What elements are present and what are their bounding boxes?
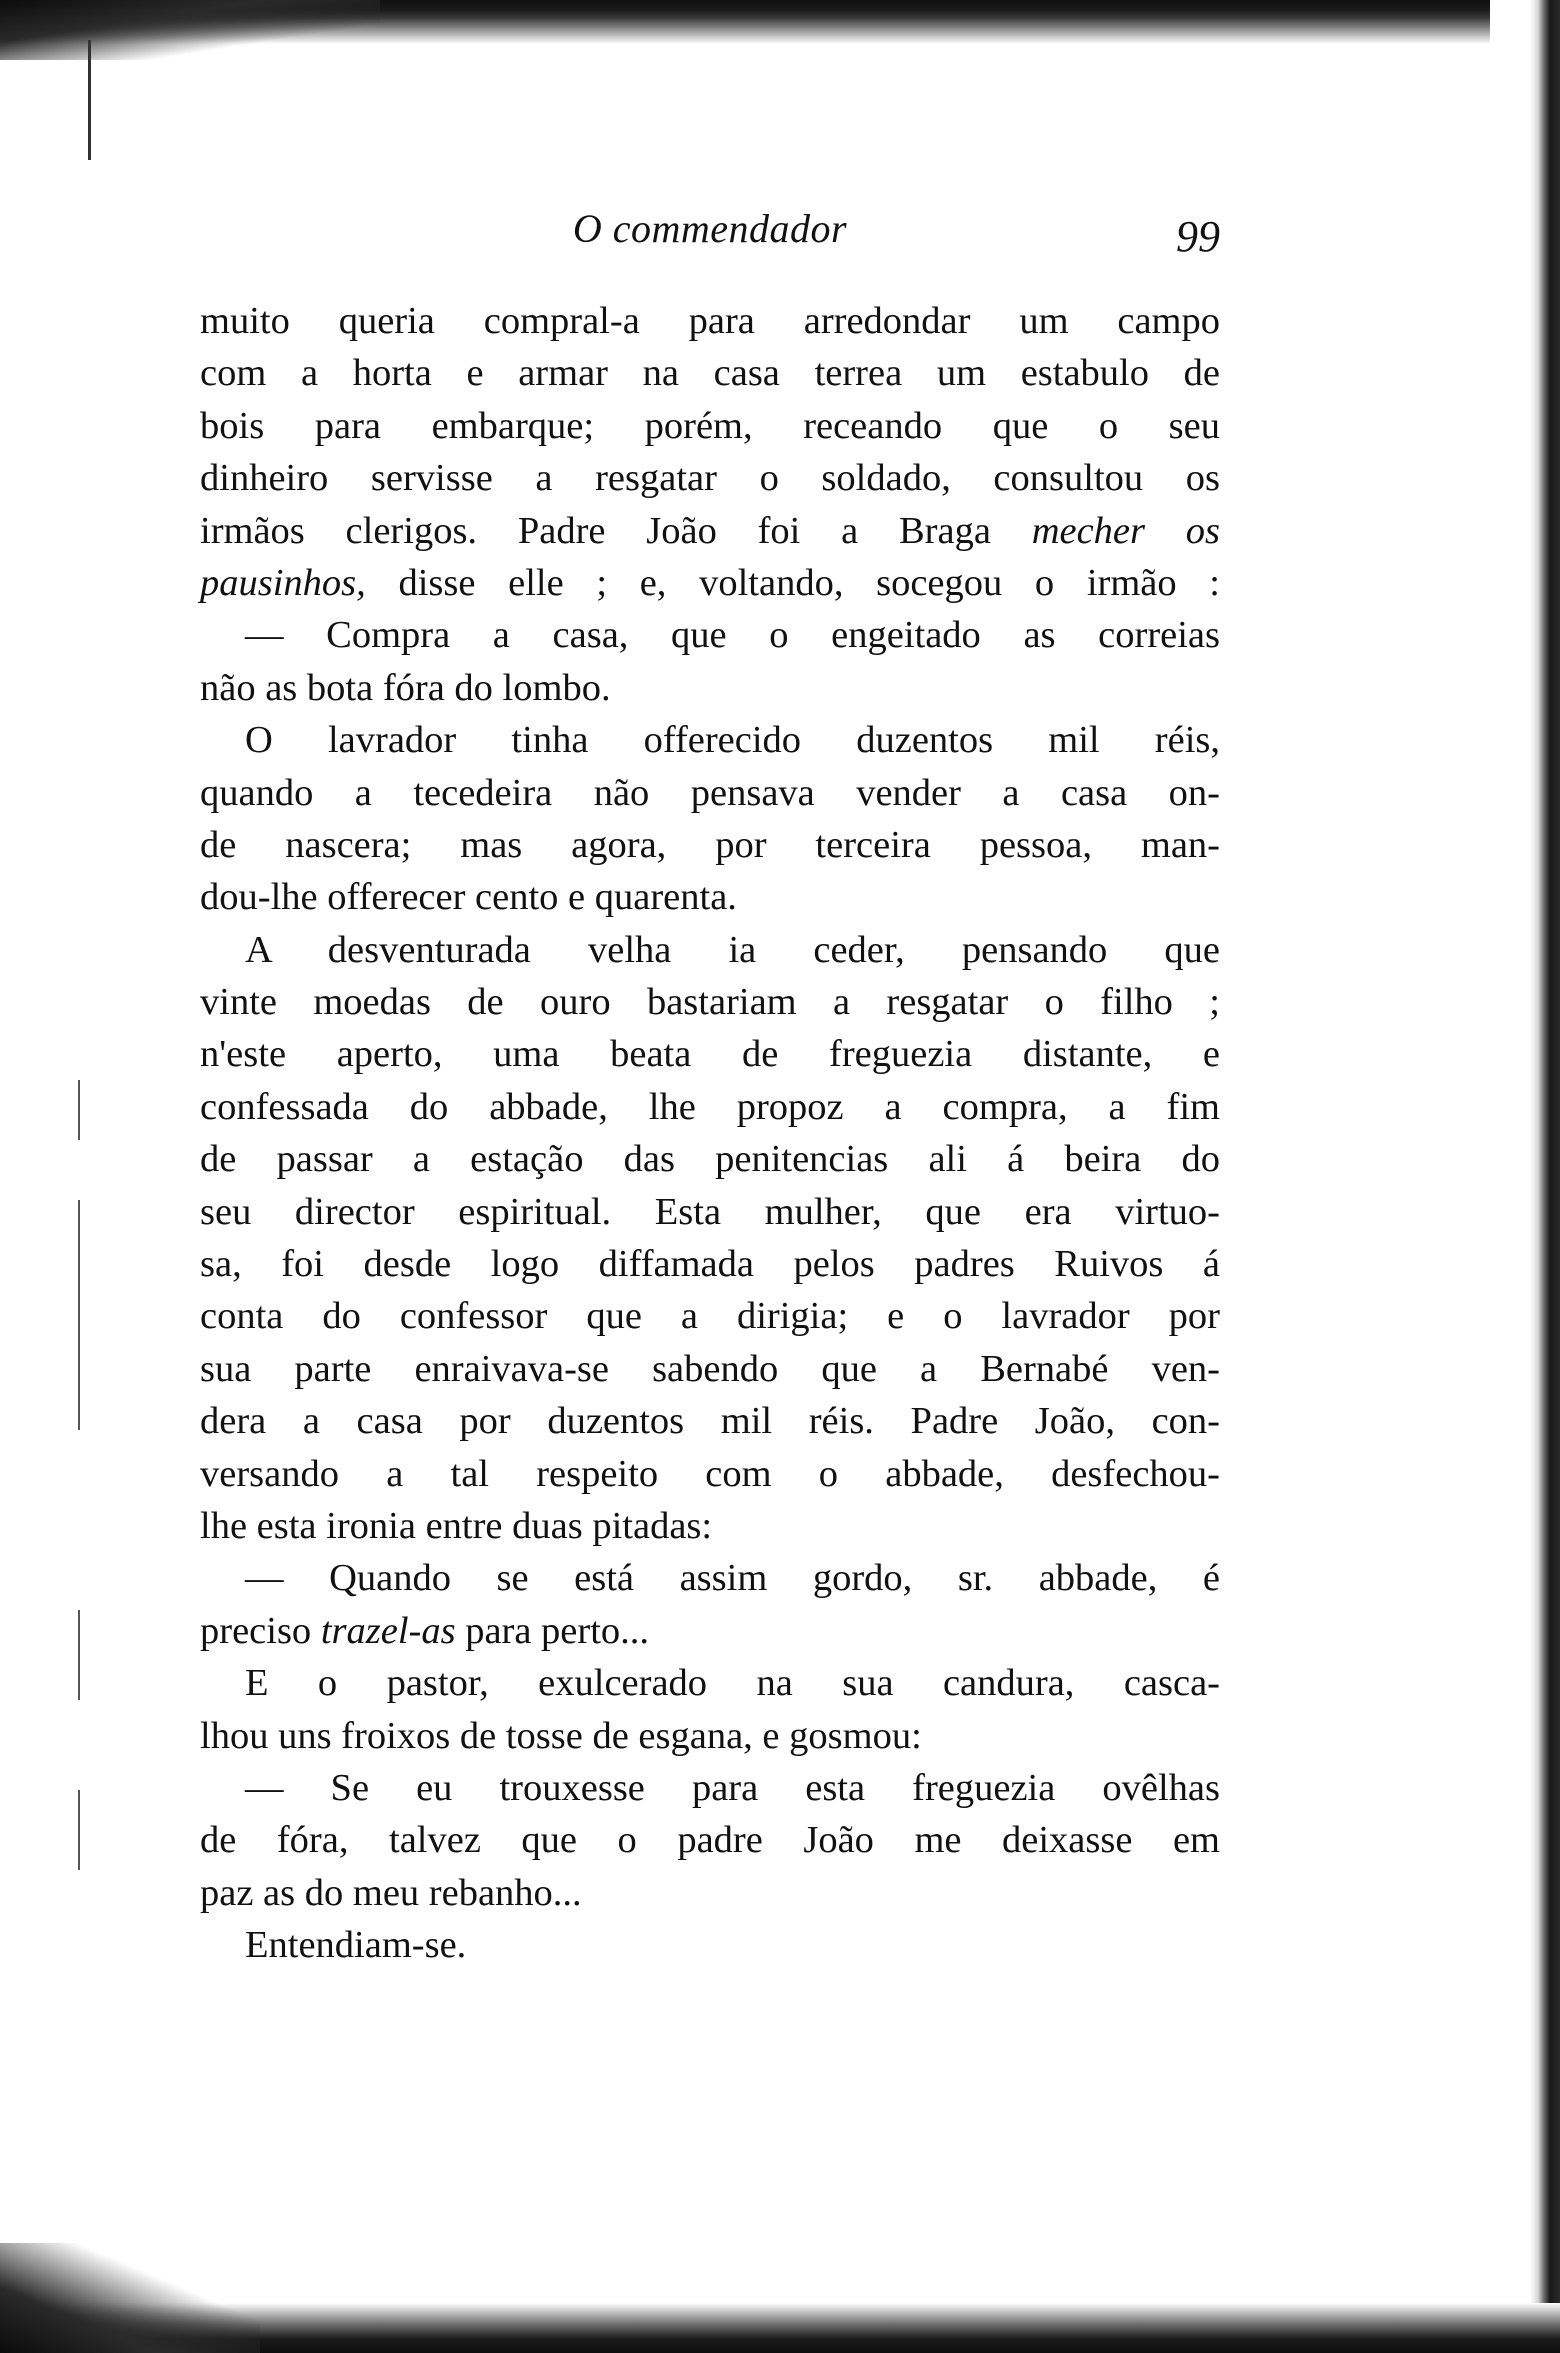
text-line: de nascera; mas agora, por terceira pessoa, man- — [200, 823, 1220, 866]
text-line: — Quando se está assim gordo, sr. abbade, é — [245, 1557, 1220, 1600]
text-line: de passar a estação das penitencias ali á beira do — [200, 1138, 1220, 1181]
italic-phrase: pausinhos, — [200, 561, 366, 604]
text-line: confessada do abbade, lhe propoz a compra, a fim — [200, 1085, 1220, 1128]
margin-mark — [78, 1610, 80, 1700]
text-line: versando a tal respeito com o abbade, desfechou- — [200, 1452, 1220, 1495]
text-line: quando a tecedeira não pensava vender a casa on- — [200, 771, 1220, 814]
text-line: O lavrador tinha offerecido duzentos mil réis, — [245, 719, 1220, 762]
text-line: A desventurada velha ia ceder, pensando que — [245, 928, 1220, 971]
italic-phrase: mecher os — [1031, 509, 1220, 552]
margin-mark — [78, 1200, 80, 1430]
scan-edge-right — [1490, 0, 1560, 2353]
text-line: seu director espiritual. Esta mulher, que era virtuo- — [200, 1190, 1220, 1233]
text-line: pausinhos, disse elle ; e, voltando, socegou o irmão : — [200, 561, 1220, 604]
text-line: com a horta e armar na casa terrea um estabulo de — [200, 352, 1220, 395]
text-line: não as bota fóra do lombo. — [200, 666, 611, 709]
margin-mark — [78, 1790, 80, 1870]
text-line: n'este aperto, uma beata de freguezia distante, e — [200, 1033, 1220, 1076]
text-line: lhou uns froixos de tosse de esgana, e gosmou: — [200, 1714, 922, 1757]
text-line: irmãos clerigos. Padre João foi a Braga mecher os — [200, 509, 1220, 552]
text-line: paz as do meu rebanho... — [200, 1871, 582, 1914]
text-line: — Se eu trouxesse para esta freguezia ovêlhas — [245, 1766, 1220, 1809]
text-line: bois para embarque; porém, receando que o seu — [200, 404, 1220, 447]
text-line: muito queria compral-a para arredondar um campo — [200, 300, 1220, 342]
text-line: sa, foi desde logo diffamada pelos padres Ruivos á — [200, 1243, 1220, 1286]
text-line: conta do confessor que a dirigia; e o lavrador por — [200, 1295, 1220, 1338]
italic-phrase: trazel-as — [320, 1609, 456, 1652]
text-line: dou-lhe offerecer cento e quarenta. — [200, 876, 737, 919]
page-header — [200, 205, 1220, 275]
text-line: Entendiam-se. — [245, 1924, 467, 1967]
running-head: O commendador — [572, 206, 848, 251]
text-line: de fóra, talvez que o padre João me deixasse em — [200, 1819, 1220, 1862]
margin-mark — [78, 1080, 80, 1140]
text-line: vinte moedas de ouro bastariam a resgatar o filho ; — [200, 981, 1220, 1024]
text-line: preciso trazel-as para perto... — [200, 1609, 650, 1652]
text-line: dinheiro servisse a resgatar o soldado, consultou os — [200, 457, 1220, 500]
text-line: E o pastor, exulcerado na sua candura, casca- — [245, 1662, 1220, 1705]
text-line: dera a casa por duzentos mil réis. Padre João, con- — [200, 1400, 1220, 1443]
body-text — [200, 295, 1220, 1972]
scan-shadow-top-left — [0, 0, 380, 60]
scan-mark-left — [88, 40, 91, 160]
text-line: lhe esta ironia entre duas pitadas: — [200, 1504, 713, 1547]
page-number: 99 — [1176, 212, 1220, 261]
text-line: — Compra a casa, que o engeitado as correias — [245, 614, 1220, 657]
text-line: sua parte enraivava-se sabendo que a Bernabé ven- — [200, 1347, 1220, 1390]
scan-shadow-bottom-left — [0, 2243, 260, 2353]
